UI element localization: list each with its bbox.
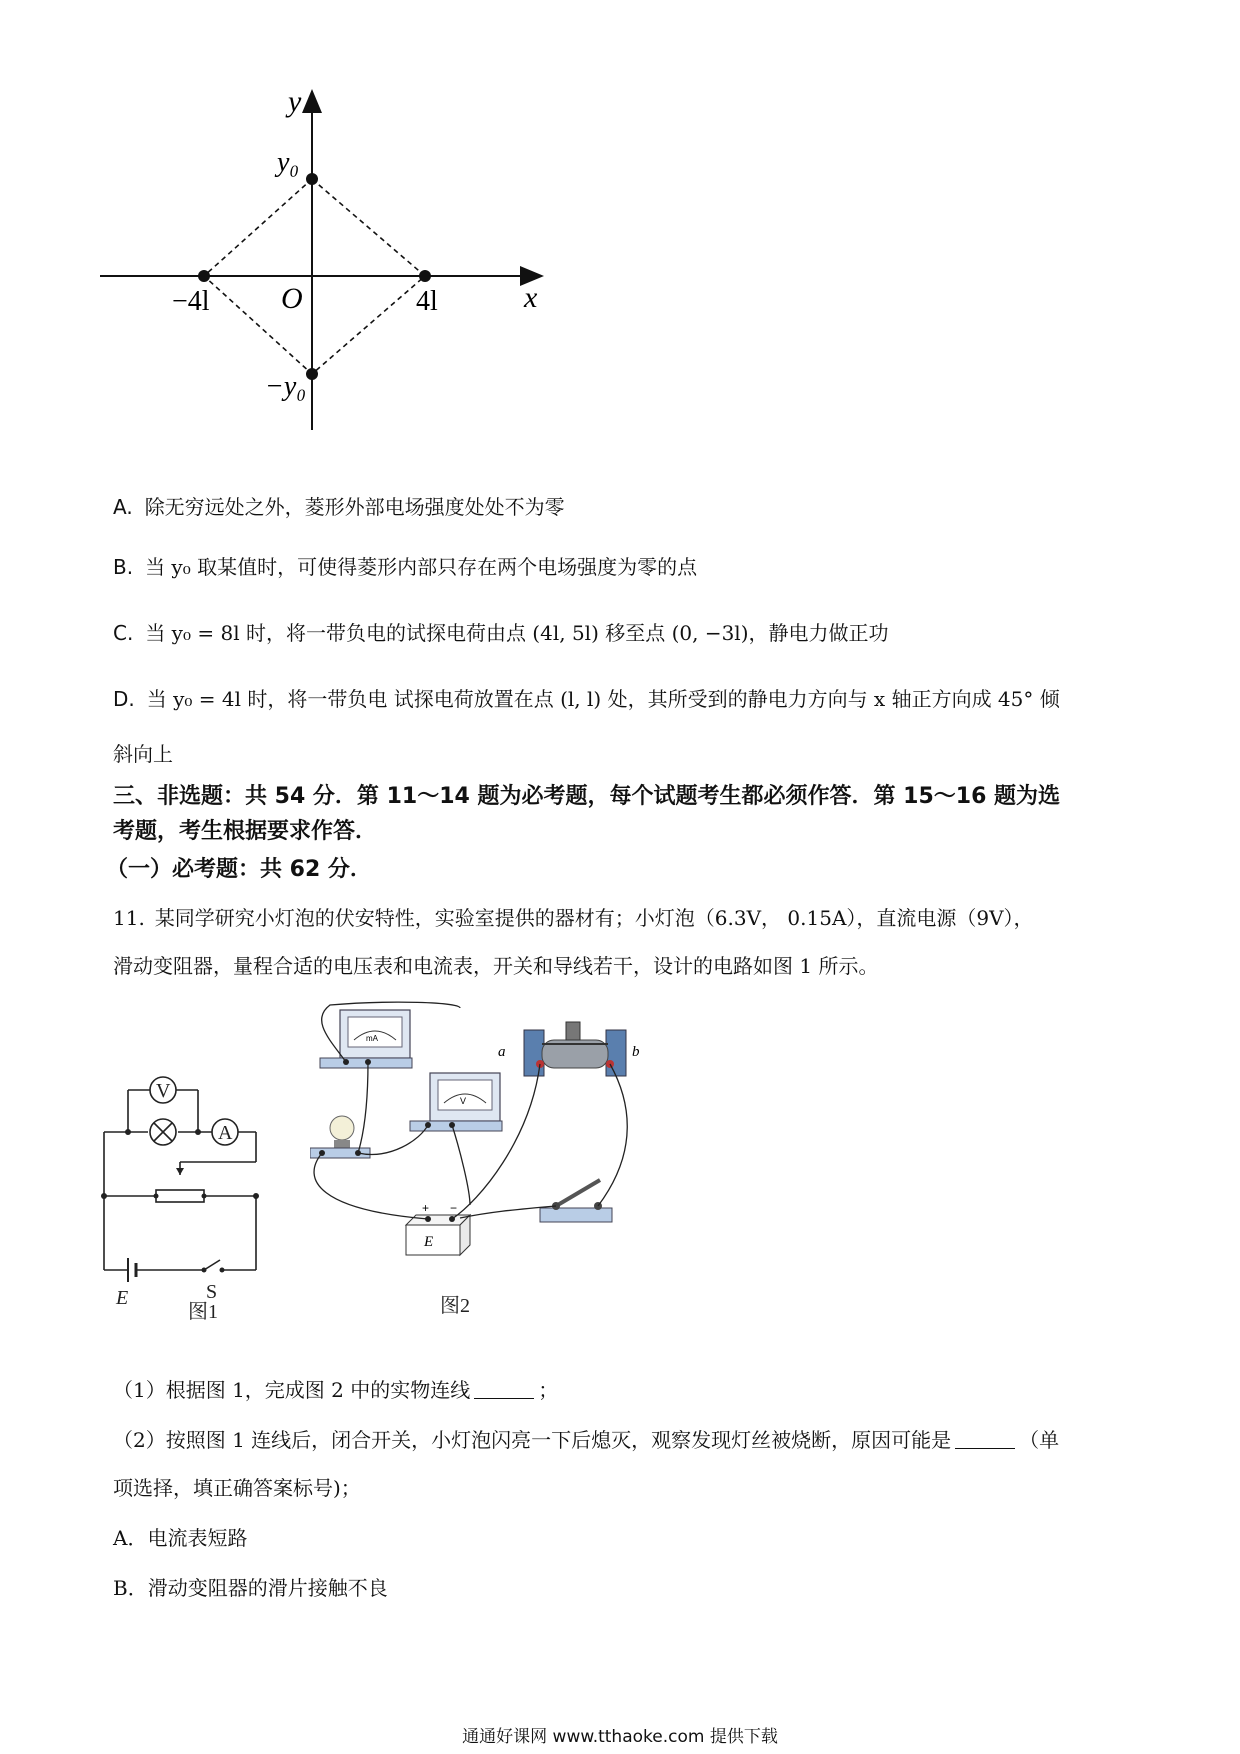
x-right-label: 4l bbox=[416, 286, 438, 317]
choice-label: B． bbox=[113, 1576, 148, 1600]
x-left-label: −4l bbox=[172, 286, 210, 317]
option-text: 当 y₀ 取某值时，可使得菱形内部只存在两个电场强度为零的点 bbox=[145, 555, 698, 579]
section-heading-line1: 三、非选题：共 54 分．第 11～14 题为必考题，每个试题考生都必须作答．第 15～16 题为选 bbox=[113, 784, 1061, 809]
option-label: A. bbox=[113, 495, 133, 519]
sub-heading: （一）必考题：共 62 分． bbox=[106, 857, 372, 882]
choice-text: 滑动变阻器的滑片接触不良 bbox=[147, 1576, 388, 1600]
fig1-label-a: A bbox=[218, 1122, 233, 1144]
option-label: C. bbox=[113, 621, 134, 645]
x-axis-label: x bbox=[524, 281, 538, 314]
option-text: 当 y₀ = 8l 时，将一带负电的试探电荷由点 (4l, 5l) 移至点 (0, −3l)，静电力做正功 bbox=[145, 621, 889, 645]
option-label: B. bbox=[113, 555, 134, 579]
charge-bottom bbox=[306, 368, 318, 380]
figure-1-circuit bbox=[100, 1070, 310, 1320]
fig1-label-v: V bbox=[156, 1080, 171, 1102]
sub2-suffix: （单 bbox=[1019, 1428, 1060, 1452]
milliammeter bbox=[320, 1010, 412, 1068]
choice-text: 电流表短路 bbox=[147, 1526, 248, 1550]
option-text: 除无穷远处之外，菱形外部电场强度处处不为零 bbox=[144, 495, 565, 519]
battery-box bbox=[406, 1201, 470, 1255]
q11-sub2 bbox=[113, 1426, 1059, 1454]
voltmeter bbox=[410, 1073, 502, 1131]
fig2-label-minus: − bbox=[450, 1201, 458, 1215]
option-a bbox=[113, 493, 565, 521]
fig1-label-e: E bbox=[116, 1287, 129, 1309]
sub1-suffix: ； bbox=[538, 1378, 559, 1402]
choice-label: A． bbox=[113, 1526, 148, 1550]
fig2-caption: 图2 bbox=[440, 1295, 470, 1317]
charge-left bbox=[198, 270, 210, 282]
rhombus-field-diagram bbox=[100, 85, 560, 445]
option-b bbox=[113, 553, 697, 581]
option-d bbox=[113, 685, 1060, 713]
answer-blank-1[interactable] bbox=[474, 1380, 534, 1399]
figure-2-apparatus bbox=[310, 1000, 730, 1320]
q11-line1 bbox=[113, 904, 1034, 932]
fig2-label-ma: mA bbox=[366, 1034, 378, 1043]
page-footer: 通通好课网 www.tthaoke.com 提供下载 bbox=[462, 1727, 778, 1747]
q11-sub2-cont: 项选择，填正确答案标号)； bbox=[113, 1476, 361, 1500]
fig1-label-s: S bbox=[206, 1281, 218, 1303]
option-text: 当 y₀ = 4l 时，将一带负电 试探电荷放置在点 (l, l) 处，其所受到的静电力方向与 x 轴正方向成 45° 倾 bbox=[146, 687, 1060, 711]
sub2-prefix: （2）按照图 1 连线后，闭合开关，小灯泡闪亮一下后熄灭，观察发现灯丝被烧断，原因可能是 bbox=[113, 1428, 952, 1452]
charge-top bbox=[306, 173, 318, 185]
q11-line2: 滑动变阻器，量程合适的电压表和电流表，开关和导线若干，设计的电路如图 1 所示。 bbox=[113, 954, 879, 978]
option-d-continuation: 斜向上 bbox=[113, 742, 173, 766]
y-top-label: y₀ bbox=[277, 147, 300, 178]
lamp-on-base bbox=[310, 1116, 370, 1158]
fig2-label-b: b bbox=[632, 1044, 640, 1060]
fig1-caption: 图1 bbox=[188, 1301, 218, 1320]
fig2-label-a: a bbox=[498, 1044, 506, 1060]
fig2-label-plus: + bbox=[422, 1201, 430, 1215]
rheostat-symbol bbox=[156, 1190, 204, 1202]
option-c bbox=[113, 619, 889, 647]
question-number: 11. bbox=[113, 906, 145, 930]
y-bottom-label: −y₀ bbox=[265, 371, 307, 402]
charge-right bbox=[419, 270, 431, 282]
section-heading-line2: 考题，考生根据要求作答． bbox=[113, 819, 378, 844]
rheostat bbox=[498, 1022, 640, 1076]
q11-text-line1: 某同学研究小灯泡的伏安特性，实验室提供的器材有；小灯泡（6.3V， 0.15A），直流电源（9V）， bbox=[154, 906, 1034, 930]
option-label: D. bbox=[113, 687, 135, 711]
choice-a bbox=[113, 1524, 247, 1552]
q11-sub1 bbox=[113, 1376, 558, 1404]
origin-label: O bbox=[281, 282, 303, 315]
answer-blank-2[interactable] bbox=[955, 1430, 1015, 1449]
sub1-prefix: （1）根据图 1，完成图 2 中的实物连线 bbox=[113, 1378, 471, 1402]
fig2-label-e: E bbox=[424, 1234, 434, 1250]
choice-b bbox=[113, 1574, 388, 1602]
y-axis-label: y bbox=[288, 85, 302, 118]
fig2-label-v: V bbox=[460, 1096, 467, 1106]
